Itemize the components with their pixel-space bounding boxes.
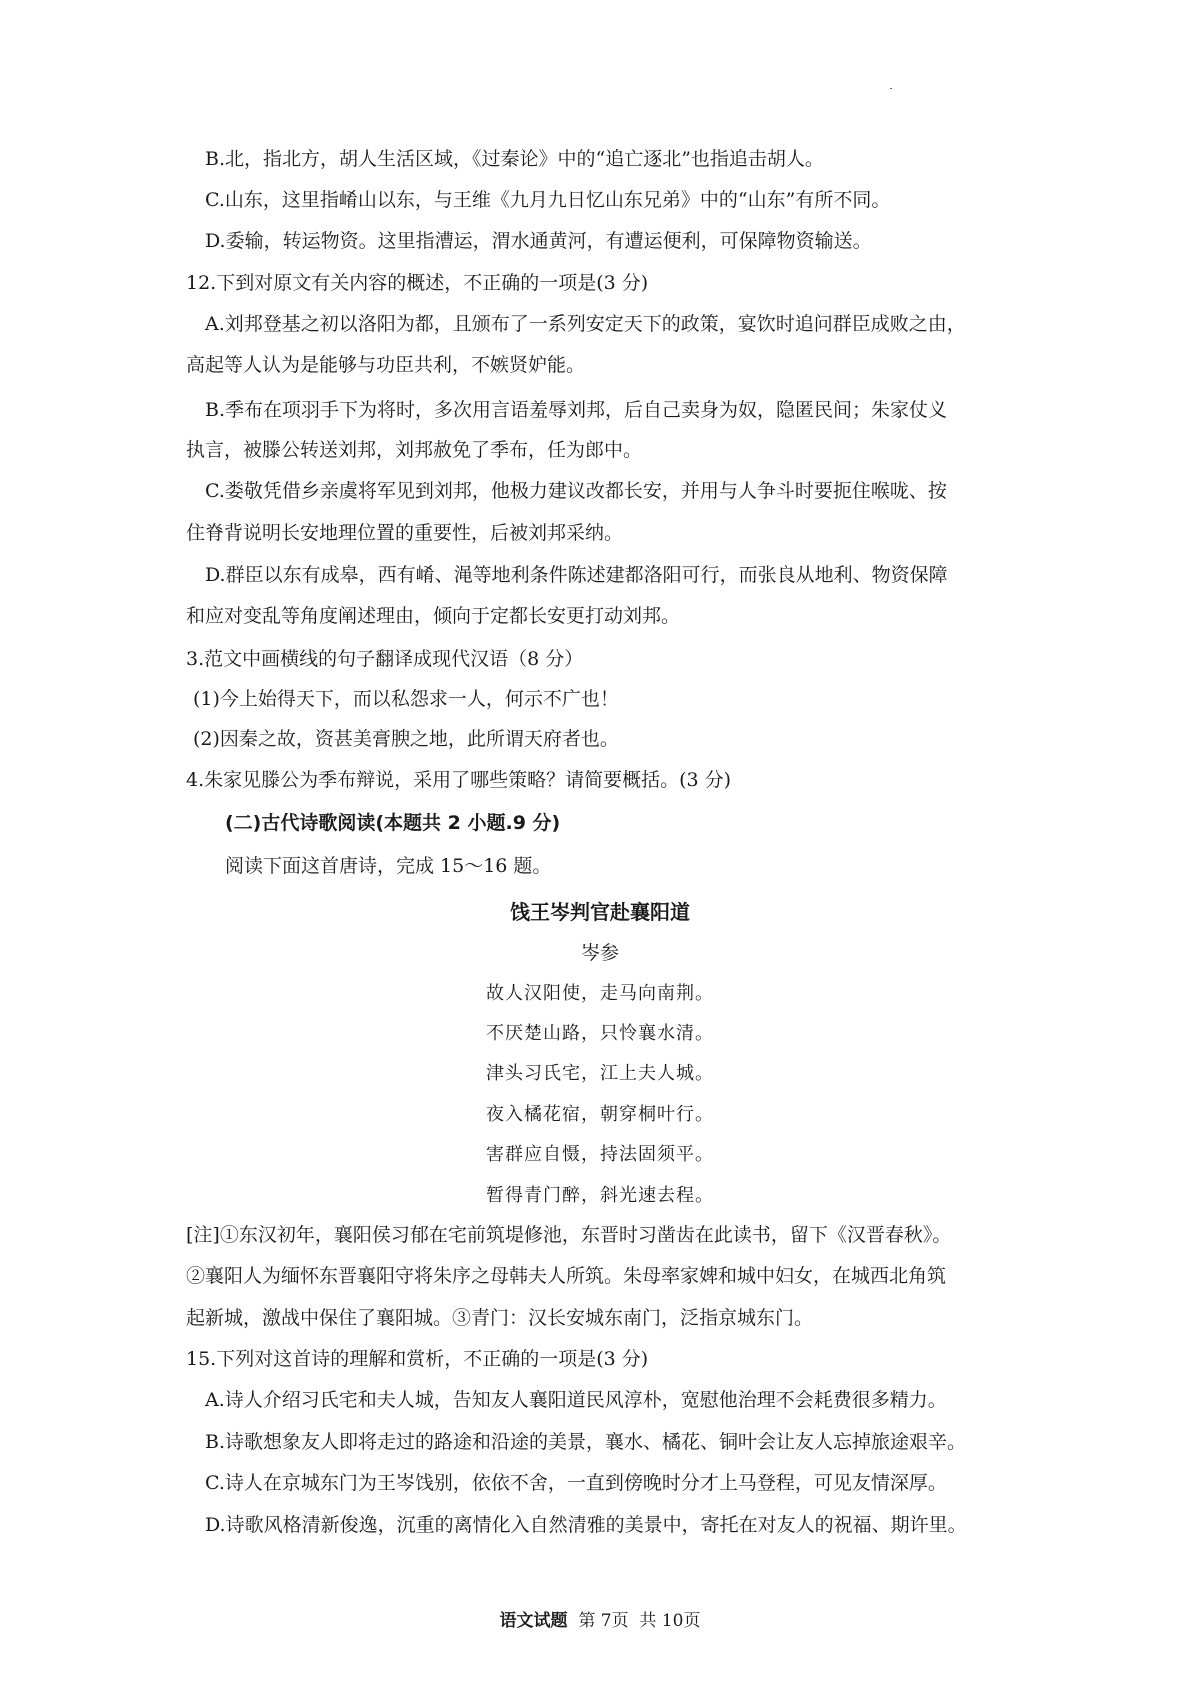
- section-intro: 阅读下面这首唐诗，完成 15～16 题。: [225, 855, 552, 877]
- q15-option-d: D.诗歌风格清新俊逸，沉重的离情化入自然清雅的美景中，寄托在对友人的祝福、期许里。: [205, 1514, 967, 1536]
- q13-stem: 3.范文中画横线的句子翻译成现代汉语（8 分）: [186, 648, 584, 670]
- q13-sentence-2: (2)因秦之故，资甚美膏腴之地，此所谓天府者也。: [193, 728, 619, 750]
- poem-author: 岑参: [580, 942, 619, 964]
- q12-option-b-line2: 执言，被滕公转送刘邦，刘邦赦免了季布，任为郎中。: [186, 439, 643, 461]
- q12-option-a-line1: A.刘邦登基之初以洛阳为都，且颁布了一系列安定天下的政策，宴饮时追问群臣成败之由，: [205, 313, 966, 335]
- q11-option-d: D.委输，转运物资。这里指漕运，渭水通黄河，有遭运便利，可保障物资输送。: [205, 230, 872, 252]
- poem-line: 暂得青门醉，斜光速去程。: [486, 1185, 714, 1206]
- poem-line: 不厌楚山路，只怜襄水清。: [486, 1023, 714, 1044]
- q12-option-b-line1: B.季布在项羽手下为将时，多次用言语羞辱刘邦，后自己卖身为奴，隐匿民间；朱家仗义: [205, 399, 948, 421]
- q13-sentence-1: (1)今上始得天下，而以私怨求一人，何示不广也！: [193, 688, 619, 710]
- poem-line: 津头习氏宅，江上夫人城。: [486, 1063, 714, 1084]
- poem-line: 害群应自慑，持法固须平。: [486, 1144, 714, 1165]
- poem-line: 故人汉阳使，走马向南荆。: [486, 983, 714, 1004]
- q11-option-b: B.北，指北方，胡人生活区域，《过秦论》中的“追亡逐北”也指追击胡人。: [205, 148, 824, 170]
- page-footer: [0, 1606, 1200, 1631]
- footer-subject: 语文试题: [499, 1611, 568, 1631]
- poem-line: 夜入橘花宿，朝穿桐叶行。: [486, 1104, 714, 1125]
- q15-option-b: B.诗歌想象友人即将走过的路途和沿途的美景，襄水、橘花、铜叶会让友人忘掉旅途艰辛。: [205, 1431, 967, 1453]
- q12-stem: 12.下到对原文有关内容的概述，不正确的一项是(3 分): [186, 272, 649, 294]
- q12-option-d-line1: D.群臣以东有成皋，西有崤、渑等地利条件陈述建都洛阳可行，而张良从地利、物资保障: [205, 564, 948, 586]
- poem-note-2: ②襄阳人为缅怀东晋襄阳守将朱序之母韩夫人所筑。朱母率家婢和城中妇女，在城西北角筑: [186, 1265, 947, 1287]
- q15-option-a: A.诗人介绍习氏宅和夫人城，告知友人襄阳道民风淳朴，宽慰他治理不会耗费很多精力。: [205, 1389, 947, 1411]
- scan-speck: [890, 88, 892, 89]
- poem-note-3: 起新城，激战中保住了襄阳城。③青门：汉长安城东南门，泛指京城东门。: [186, 1307, 814, 1329]
- q12-option-a-line2: 高起等人认为是能够与功臣共利，不嫉贤妒能。: [186, 354, 586, 376]
- q15-option-c: C.诗人在京城东门为王岑饯别，依依不舍，一直到傍晚时分才上马登程，可见友情深厚。: [205, 1472, 947, 1494]
- q12-option-c-line2: 住脊背说明长安地理位置的重要性，后被刘邦采纳。: [186, 522, 624, 544]
- q15-stem: 15.下列对这首诗的理解和赏析，不正确的一项是(3 分): [186, 1348, 649, 1370]
- poem-title: 饯王岑判官赴襄阳道: [510, 900, 690, 924]
- section-heading: (二)古代诗歌阅读(本题共 2 小题.9 分): [225, 812, 561, 834]
- q12-option-d-line2: 和应对变乱等角度阐述理由，倾向于定都长安更打动刘邦。: [186, 605, 681, 627]
- q12-option-c-line1: C.娄敬凭借乡亲虞将军见到刘邦，他极力建议改都长安，并用与人争斗时要扼住喉咙、按: [205, 480, 947, 502]
- footer-total-pages: 共 10页: [639, 1611, 701, 1631]
- poem-note-1: [注]①东汉初年，襄阳侯习郁在宅前筑堤修池，东晋时习凿齿在此读书，留下《汉晋春秋》。: [186, 1224, 952, 1246]
- q14-stem: 4.朱家见滕公为季布辩说，采用了哪些策略？请简要概括。(3 分): [186, 769, 732, 791]
- q11-option-c: C.山东，这里指崤山以东，与王维《九月九日忆山东兄弟》中的“山东”有所不同。: [205, 189, 891, 211]
- footer-page-number: 第 7页: [578, 1611, 629, 1631]
